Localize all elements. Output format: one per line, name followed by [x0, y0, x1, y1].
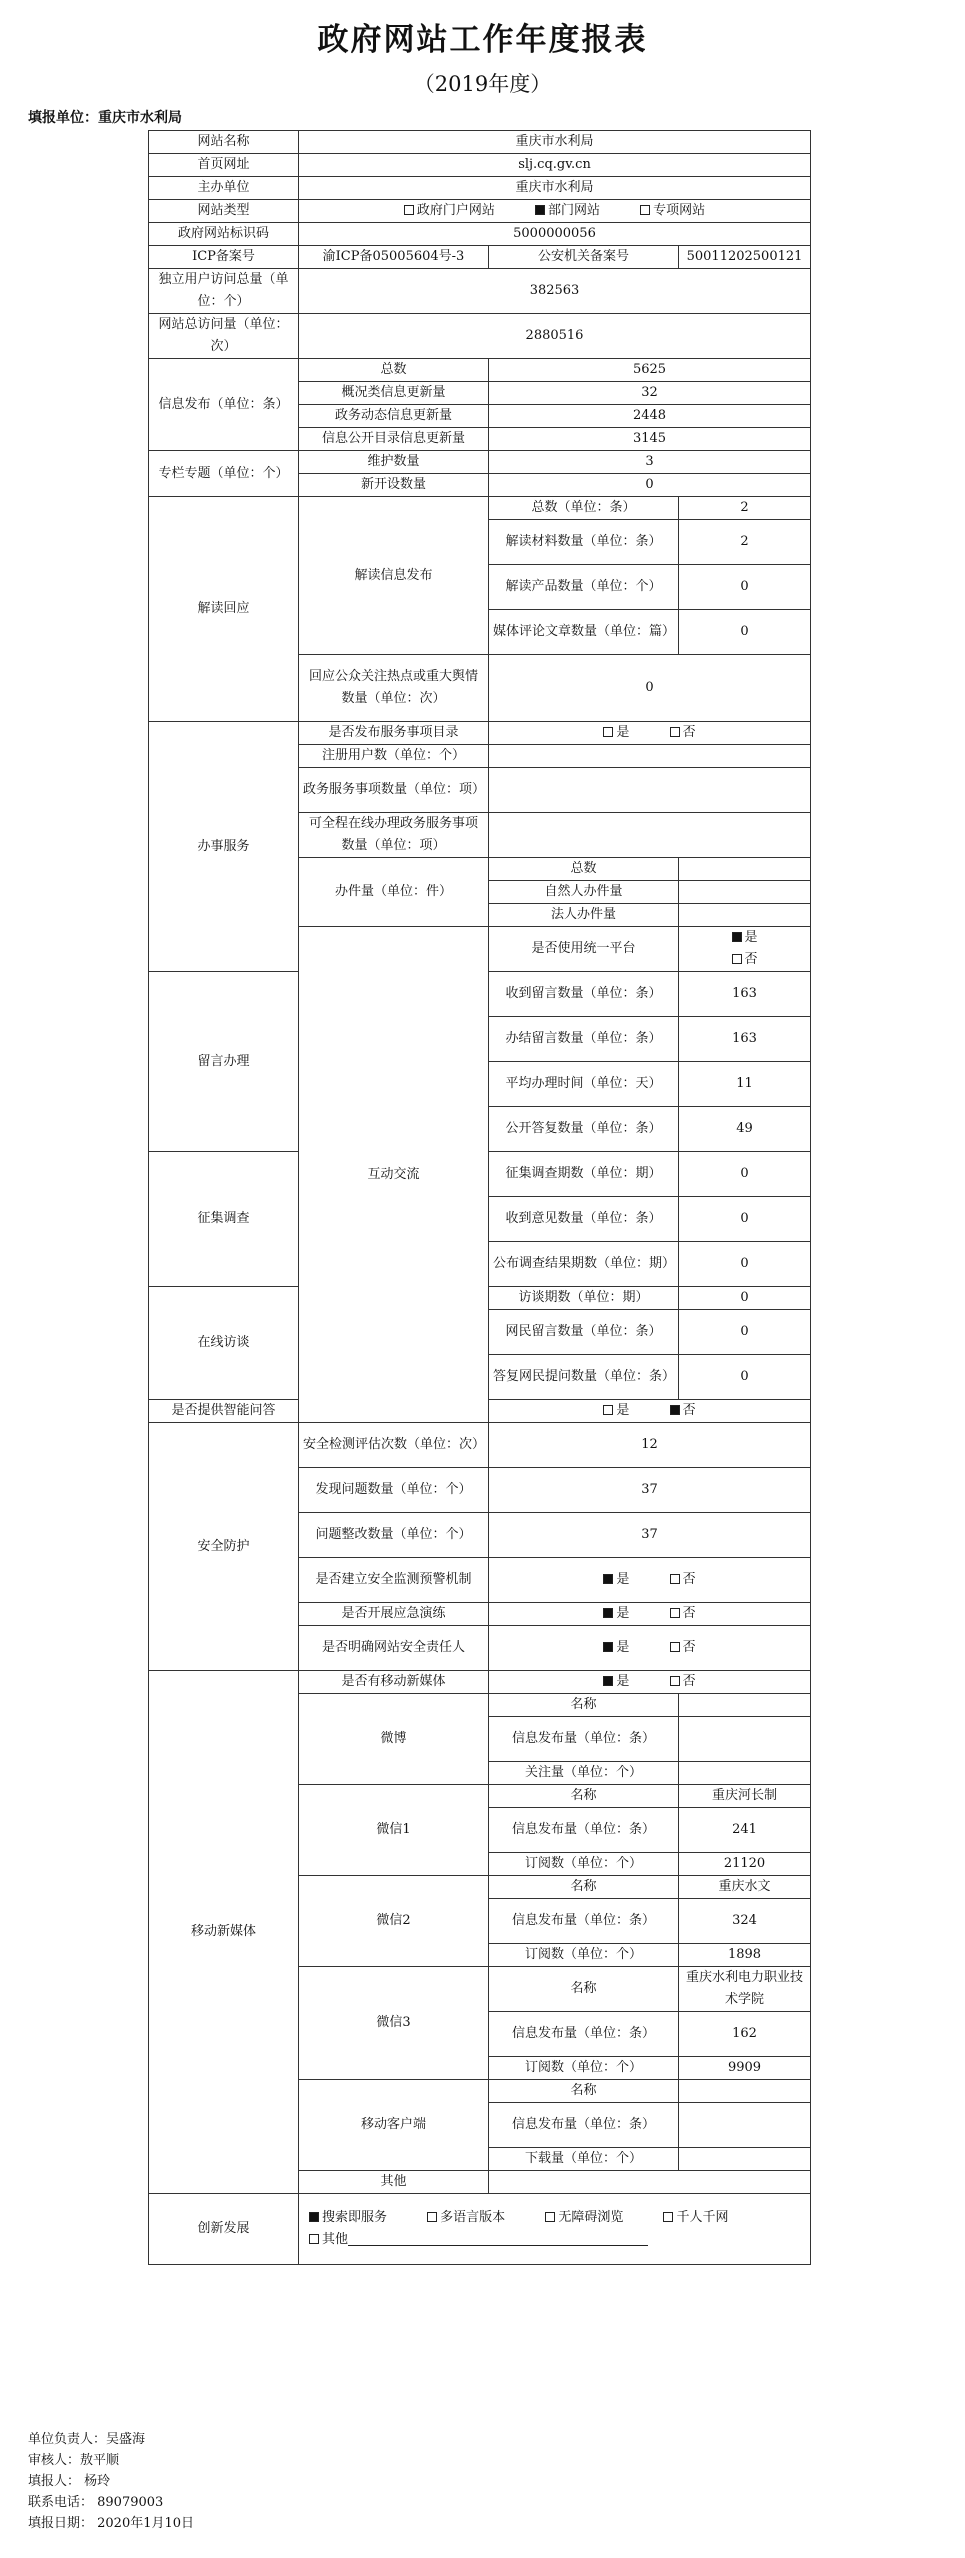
row-icp [149, 246, 811, 269]
section-label: 互动交流 [299, 927, 489, 1423]
cell-label: 网站类型 [149, 200, 299, 223]
checkbox-icon [640, 205, 650, 215]
cell-label: 征集调查期数（单位：期） [489, 1152, 679, 1197]
checkbox-icon [670, 1642, 680, 1652]
cell-label: 媒体评论文章数量（单位：篇） [489, 610, 679, 655]
cell-label: 平均办理时间（单位：天） [489, 1062, 679, 1107]
sec-found-value: 37 [489, 1468, 811, 1513]
checkbox-icon [663, 2212, 673, 2222]
checkbox-icon [427, 2212, 437, 2222]
cell-label: 订阅数（单位：个） [489, 1853, 679, 1876]
cell-label: 维护数量 [299, 451, 489, 474]
sub-section-label: 微博 [299, 1694, 489, 1785]
option-no[interactable]: 否 [670, 1671, 696, 1693]
media-has-options [489, 1671, 811, 1694]
icp-value: 渝ICP备05005604号-3 [299, 246, 489, 269]
app-name-value [679, 2080, 811, 2103]
interp-media-value: 0 [679, 610, 811, 655]
cell-label: 可全程在线办理政务服务事项数量（单位：项） [299, 813, 489, 858]
cell-label: 是否提供智能问答 [149, 1400, 299, 1423]
cases-total-value [679, 858, 811, 881]
section-label: 创新发展 [149, 2194, 299, 2265]
row-pv [149, 314, 811, 359]
checkbox-icon [404, 205, 414, 215]
checkbox-icon [670, 1608, 680, 1618]
info-catalog-value: 3145 [489, 428, 811, 451]
home-url-value: slj.cq.gv.cn [299, 154, 811, 177]
checkbox-icon [670, 1676, 680, 1686]
cell-label: 订阅数（单位：个） [489, 1944, 679, 1967]
cell-label: 名称 [489, 1876, 679, 1899]
sub-section-label: 留言办理 [149, 972, 299, 1152]
column-new-value: 0 [489, 474, 811, 497]
cell-label: 政府网站标识码 [149, 223, 299, 246]
cell-label: 总数 [299, 359, 489, 382]
cell-label: 名称 [489, 2080, 679, 2103]
interp-product-value: 0 [679, 565, 811, 610]
filler: 填报人： 杨玲 [28, 2474, 111, 2489]
sub-section-label: 解读信息发布 [299, 497, 489, 655]
cell-label: 名称 [489, 1785, 679, 1808]
option-yes[interactable]: 是 [603, 1671, 629, 1693]
survey-res-value: 0 [679, 1242, 811, 1287]
sec-check-value: 12 [489, 1423, 811, 1468]
cell-label: 网站总访问量（单位：次） [149, 314, 299, 359]
cell-label: 收到意见数量（单位：条） [489, 1197, 679, 1242]
option-accessibility[interactable]: 无障碍浏览 [545, 2207, 623, 2229]
sec-resp-options [489, 1626, 811, 1671]
checkbox-icon [670, 727, 680, 737]
wx3-name-value: 重庆水利电力职业技术学院 [679, 1967, 811, 2012]
weibo-name-value [679, 1694, 811, 1717]
footer-signatures [28, 2429, 194, 2534]
service-online-value [489, 813, 811, 858]
iv-n-value: 0 [679, 1287, 811, 1310]
option-no[interactable]: 否 [732, 949, 758, 971]
cell-label: 下载量（单位：个） [489, 2148, 679, 2171]
checkbox-icon [603, 1405, 613, 1415]
report-year: （2019年度） [413, 72, 552, 96]
cell-label: 信息发布量（单位：条） [489, 1808, 679, 1853]
cell-label: 订阅数（单位：个） [489, 2057, 679, 2080]
iv-q-value: 0 [679, 1310, 811, 1355]
cell-label: 自然人办件量 [489, 881, 679, 904]
option-no[interactable]: 否 [670, 1569, 696, 1591]
row-interp-total [149, 497, 811, 520]
msg-recv-value: 163 [679, 972, 811, 1017]
info-overview-value: 32 [489, 382, 811, 405]
row-site-type [149, 200, 811, 223]
row-home [149, 154, 811, 177]
row-service-catalog [149, 722, 811, 745]
cell-label: 公安机关备案号 [489, 246, 679, 269]
row-sec-check [149, 1423, 811, 1468]
sub-section-label: 征集调查 [149, 1152, 299, 1287]
type-option-special[interactable]: 专项网站 [640, 200, 705, 222]
interp-hot-value: 0 [489, 655, 811, 722]
sec-drill-options [489, 1603, 811, 1626]
wx1-sub-value: 21120 [679, 1853, 811, 1876]
sub-section-label: 微信1 [299, 1785, 489, 1876]
cell-label: 回应公众关注热点或重大舆情数量（单位：次） [299, 655, 489, 722]
sub-section-label: 微信3 [299, 1967, 489, 2080]
row-site-name [149, 131, 811, 154]
option-yes[interactable]: 是 [603, 1569, 629, 1591]
cell-label: 收到留言数量（单位：条） [489, 972, 679, 1017]
fill-date: 填报日期： 2020年1月10日 [28, 2516, 195, 2531]
section-label: 解读回应 [149, 497, 299, 722]
cell-label: 发现问题数量（单位：个） [299, 1468, 489, 1513]
sub-section-label: 微信2 [299, 1876, 489, 1967]
checkbox-checked-icon [535, 205, 545, 215]
cell-label: 访谈期数（单位：期） [489, 1287, 679, 1310]
smart-options [489, 1400, 811, 1423]
cell-label: 名称 [489, 1967, 679, 2012]
option-no[interactable]: 否 [670, 1603, 696, 1625]
option-yes[interactable]: 是 [732, 927, 758, 949]
service-catalog-options [489, 722, 811, 745]
iv-a-value: 0 [679, 1355, 811, 1400]
cases-person-value [679, 881, 811, 904]
option-no[interactable]: 否 [670, 1400, 696, 1422]
cell-label: 是否明确网站安全责任人 [299, 1626, 489, 1671]
cell-label: 是否建立安全监测预警机制 [299, 1558, 489, 1603]
row-innovation [149, 2194, 811, 2265]
checkbox-checked-icon [670, 1405, 680, 1415]
checkbox-checked-icon [603, 1608, 613, 1618]
cell-label: 其他 [299, 2171, 489, 2194]
row-site-id [149, 223, 811, 246]
contact-phone: 联系电话： 89079003 [28, 2495, 164, 2510]
host-value: 重庆市水利局 [299, 177, 811, 200]
cell-label: 安全检测评估次数（单位：次） [299, 1423, 489, 1468]
uv-value: 382563 [299, 269, 811, 314]
checkbox-checked-icon [603, 1574, 613, 1584]
cell-label: 公开答复数量（单位：条） [489, 1107, 679, 1152]
option-multilingual[interactable]: 多语言版本 [427, 2207, 505, 2229]
cell-label: 信息公开目录信息更新量 [299, 428, 489, 451]
page-title: 政府网站工作年度报表 [317, 22, 648, 58]
weibo-post-value [679, 1717, 811, 1762]
wx3-post-value: 162 [679, 2012, 811, 2057]
wx3-sub-value: 9909 [679, 2057, 811, 2080]
checkbox-checked-icon [732, 932, 742, 942]
app-download-value [679, 2148, 811, 2171]
app-post-value [679, 2103, 811, 2148]
cell-label: ICP备案号 [149, 246, 299, 269]
cell-label: 信息发布量（单位：条） [489, 1717, 679, 1762]
cell-label: 概况类信息更新量 [299, 382, 489, 405]
checkbox-icon [603, 727, 613, 737]
wx1-post-value: 241 [679, 1808, 811, 1853]
type-option-department[interactable]: 部门网站 [535, 200, 600, 222]
sub-section-label: 办件量（单位：件） [299, 858, 489, 927]
cell-label: 政务动态信息更新量 [299, 405, 489, 428]
option-yes[interactable]: 是 [603, 1400, 629, 1422]
cell-label: 办结留言数量（单位：条） [489, 1017, 679, 1062]
info-total-value: 5625 [489, 359, 811, 382]
cell-label: 独立用户访问总量（单位：个） [149, 269, 299, 314]
cell-label: 主办单位 [149, 177, 299, 200]
cell-label: 首页网址 [149, 154, 299, 177]
option-yes[interactable]: 是 [603, 722, 629, 744]
platform-options [679, 927, 811, 972]
option-yes[interactable]: 是 [603, 1637, 629, 1659]
section-label: 办事服务 [149, 722, 299, 972]
row-info-total [149, 359, 811, 382]
cell-label: 名称 [489, 1694, 679, 1717]
cell-label: 注册用户数（单位：个） [299, 745, 489, 768]
section-label: 安全防护 [149, 1423, 299, 1671]
wx2-name-value: 重庆水文 [679, 1876, 811, 1899]
checkbox-icon [545, 2212, 555, 2222]
cell-label: 法人办件量 [489, 904, 679, 927]
sub-section-label: 移动客户端 [299, 2080, 489, 2171]
reviewer: 审核人：敖平顺 [28, 2453, 120, 2468]
cell-label: 答复网民提问数量（单位：条） [489, 1355, 679, 1400]
row-uv [149, 269, 811, 314]
interp-total-value: 2 [679, 497, 811, 520]
info-news-value: 2448 [489, 405, 811, 428]
cell-label: 关注量（单位：个） [489, 1762, 679, 1785]
row-media-has [149, 1671, 811, 1694]
cell-label: 信息发布量（单位：条） [489, 1899, 679, 1944]
cell-label: 是否有移动新媒体 [299, 1671, 489, 1694]
section-label: 移动新媒体 [149, 1671, 299, 2194]
weibo-follow-value [679, 1762, 811, 1785]
cell-label: 网站名称 [149, 131, 299, 154]
cell-label: 信息发布量（单位：条） [489, 2103, 679, 2148]
media-other-value [489, 2171, 811, 2194]
section-label: 专栏专题（单位：个） [149, 451, 299, 497]
unit-leader: 单位负责人：吴盛海 [28, 2432, 146, 2447]
cell-label: 解读产品数量（单位：个） [489, 565, 679, 610]
checkbox-icon [732, 954, 742, 964]
reporting-unit: 填报单位：重庆市水利局 [28, 110, 182, 126]
wx1-name-value: 重庆河长制 [679, 1785, 811, 1808]
site-name-value: 重庆市水利局 [299, 131, 811, 154]
police-value: 50011202500121 [679, 246, 811, 269]
checkbox-checked-icon [603, 1642, 613, 1652]
cases-corp-value [679, 904, 811, 927]
cell-label: 政务服务事项数量（单位：项） [299, 768, 489, 813]
sec-fixed-value: 37 [489, 1513, 811, 1558]
type-option-portal[interactable]: 政府门户网站 [404, 200, 495, 222]
cell-label: 是否开展应急演练 [299, 1603, 489, 1626]
cell-label: 信息发布量（单位：条） [489, 2012, 679, 2057]
row-column-maintain [149, 451, 811, 474]
row-host [149, 177, 811, 200]
cell-label: 是否发布服务事项目录 [299, 722, 489, 745]
option-no[interactable]: 否 [670, 1637, 696, 1659]
option-other[interactable]: 其他 [309, 2229, 648, 2251]
msg-time-value: 11 [679, 1062, 811, 1107]
sub-section-label: 在线访谈 [149, 1287, 299, 1400]
cell-label: 网民留言数量（单位：条） [489, 1310, 679, 1355]
option-yes[interactable]: 是 [603, 1603, 629, 1625]
cell-label: 问题整改数量（单位：个） [299, 1513, 489, 1558]
checkbox-icon [670, 1574, 680, 1584]
cell-label: 解读材料数量（单位：条） [489, 520, 679, 565]
option-search-service[interactable]: 搜索即服务 [309, 2207, 387, 2229]
report-table [148, 130, 811, 2265]
cell-label: 总数（单位：条） [489, 497, 679, 520]
option-personalized[interactable]: 千人千网 [663, 2207, 728, 2229]
site-id-value: 5000000056 [299, 223, 811, 246]
msg-done-value: 163 [679, 1017, 811, 1062]
site-type-options [299, 200, 811, 223]
msg-pub-value: 49 [679, 1107, 811, 1152]
cell-label: 新开设数量 [299, 474, 489, 497]
cell-label: 是否使用统一平台 [489, 927, 679, 972]
survey-op-value: 0 [679, 1197, 811, 1242]
checkbox-checked-icon [309, 2212, 319, 2222]
column-maintain-value: 3 [489, 451, 811, 474]
cell-label: 公布调查结果期数（单位：期） [489, 1242, 679, 1287]
interp-material-value: 2 [679, 520, 811, 565]
pv-value: 2880516 [299, 314, 811, 359]
checkbox-icon [309, 2234, 319, 2244]
section-label: 信息发布（单位：条） [149, 359, 299, 451]
other-blank-line[interactable] [348, 2231, 648, 2246]
service-items-value [489, 768, 811, 813]
option-no[interactable]: 否 [670, 722, 696, 744]
wx2-post-value: 324 [679, 1899, 811, 1944]
survey-n-value: 0 [679, 1152, 811, 1197]
cell-label: 总数 [489, 858, 679, 881]
innovation-options [299, 2194, 811, 2265]
service-users-value [489, 745, 811, 768]
wx2-sub-value: 1898 [679, 1944, 811, 1967]
sec-warn-options [489, 1558, 811, 1603]
checkbox-checked-icon [603, 1676, 613, 1686]
